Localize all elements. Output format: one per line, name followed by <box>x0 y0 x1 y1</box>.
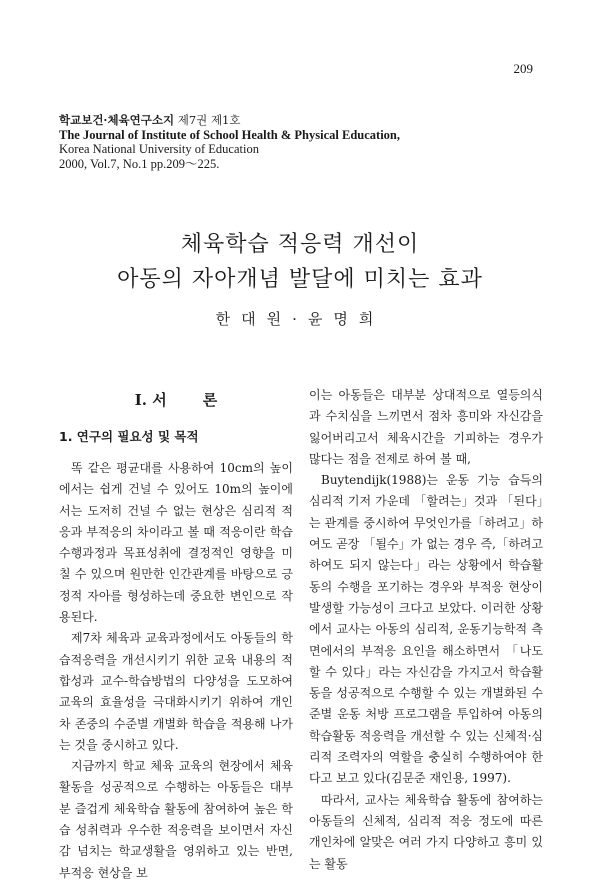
journal-korean-name: 학교보건·체육연구소지 <box>59 113 175 127</box>
journal-citation: 2000, Vol.7, No.1 pp.209～225. <box>59 156 220 171</box>
body-paragraph: 똑 같은 평균대를 사용하여 10cm의 높이에서는 쉽게 건널 수 있어도 10m의 높이에서는 도저히 건널 수 없는 현상은 심리적 적응과 부적응의 차이라고 볼 때 적응이란 학습 수행과정과 목표성취에 결정적인 영향을 미칠 수 있으며 원만한 인간관계를 바탕으로 긍정적 자아를 형성하는데 중요한 변인으로 작용된다. <box>59 461 293 625</box>
journal-header <box>59 113 549 171</box>
left-column <box>59 388 293 884</box>
section-heading <box>59 388 293 412</box>
subsection-heading: 1. 연구의 필요성 및 목적 <box>59 429 199 444</box>
body-paragraph: 지금까지 학교 체육 교육의 현장에서 체육활동을 성공적으로 수행하는 아동들은 대부분 즐겁게 체육학습 활동에 참여하여 높은 학습 성취력과 우수한 적응력을 보이면서 자신감 넘치는 학교생활을 영위하고 있는 반면, 부적응 현상을 보 <box>59 759 293 880</box>
body-paragraph: Buytendijk(1988)는 운동 기능 습득의 심리적 기저 가운데 「할려는」것과 「된다」는 관계를 중시하여 무엇인가를「하려고」하여도 곧장 「될수」가 없는 경우 즉,「하려고 하여도 되지 않는다」라는 상황에서 학습활동의 수행을 포기하는 경우와 부적응 현상이 발생할 가능성이 크다고 보았다. 이러한 상황에서 교사는 아동의 심리적, 운동기능학적 측면에서의 부적응 요인을 해소하면서 「나도 할 수 있다」라는 자신감을 가지고서 학습활동을 성공적으로 수행할 수 있는 개별화된 수준별 운동 처방 프로그램을 투입하여 아동의 학습활동 적응력을 개선할 수 있는 신체적·심리적 조력자의 역할을 충실히 수행하여야 한다고 보고 있다(김문준 재인용, 1997). <box>309 473 543 786</box>
journal-affiliation: Korea National University of Education <box>59 142 259 156</box>
right-column <box>309 385 543 875</box>
page-number: 209 <box>513 61 533 76</box>
paper-title <box>0 227 600 297</box>
paper-authors: 한대원·윤명희 <box>215 310 385 328</box>
body-paragraph-continuation: 이는 아동들은 대부분 상대적으로 열등의식과 수치심을 느끼면서 점차 흥미와 자신감을 잃어버리고서 체육시간을 기피하는 경우가 많다는 점을 전제로 하여 볼 때, <box>309 388 543 466</box>
section-name: 론 <box>202 391 218 409</box>
journal-english-name: The Journal of Institute of School Health & Physical Education, <box>59 127 400 142</box>
body-paragraph: 제7차 체육과 교육과정에서도 아동들의 학습적응력을 개선시키기 위한 교육 내용의 적합성과 교수-학습방법의 다양성을 도모하여 교육의 효율성을 극대화시키기 위하여 개인차 존중의 수준별 개별화 학습을 적용해 나가는 것을 중시하고 있다. <box>59 631 293 752</box>
body-paragraph: 따라서, 교사는 체육학습 활동에 참여하는 아동들의 신체적, 심리적 적응 정도에 따른 개인차에 알맞은 여러 가지 다양하고 흥미 있는 활동 <box>309 792 543 871</box>
journal-korean-line <box>59 113 549 128</box>
paper-title-line-1: 체육학습 적응력 개선이 <box>180 232 420 257</box>
paper-title-line-2: 아동의 자아개념 발달에 미치는 효과 <box>117 267 483 292</box>
journal-korean-volume: 제7권 제1호 <box>177 113 241 127</box>
section-number: I. 서 <box>134 391 167 409</box>
